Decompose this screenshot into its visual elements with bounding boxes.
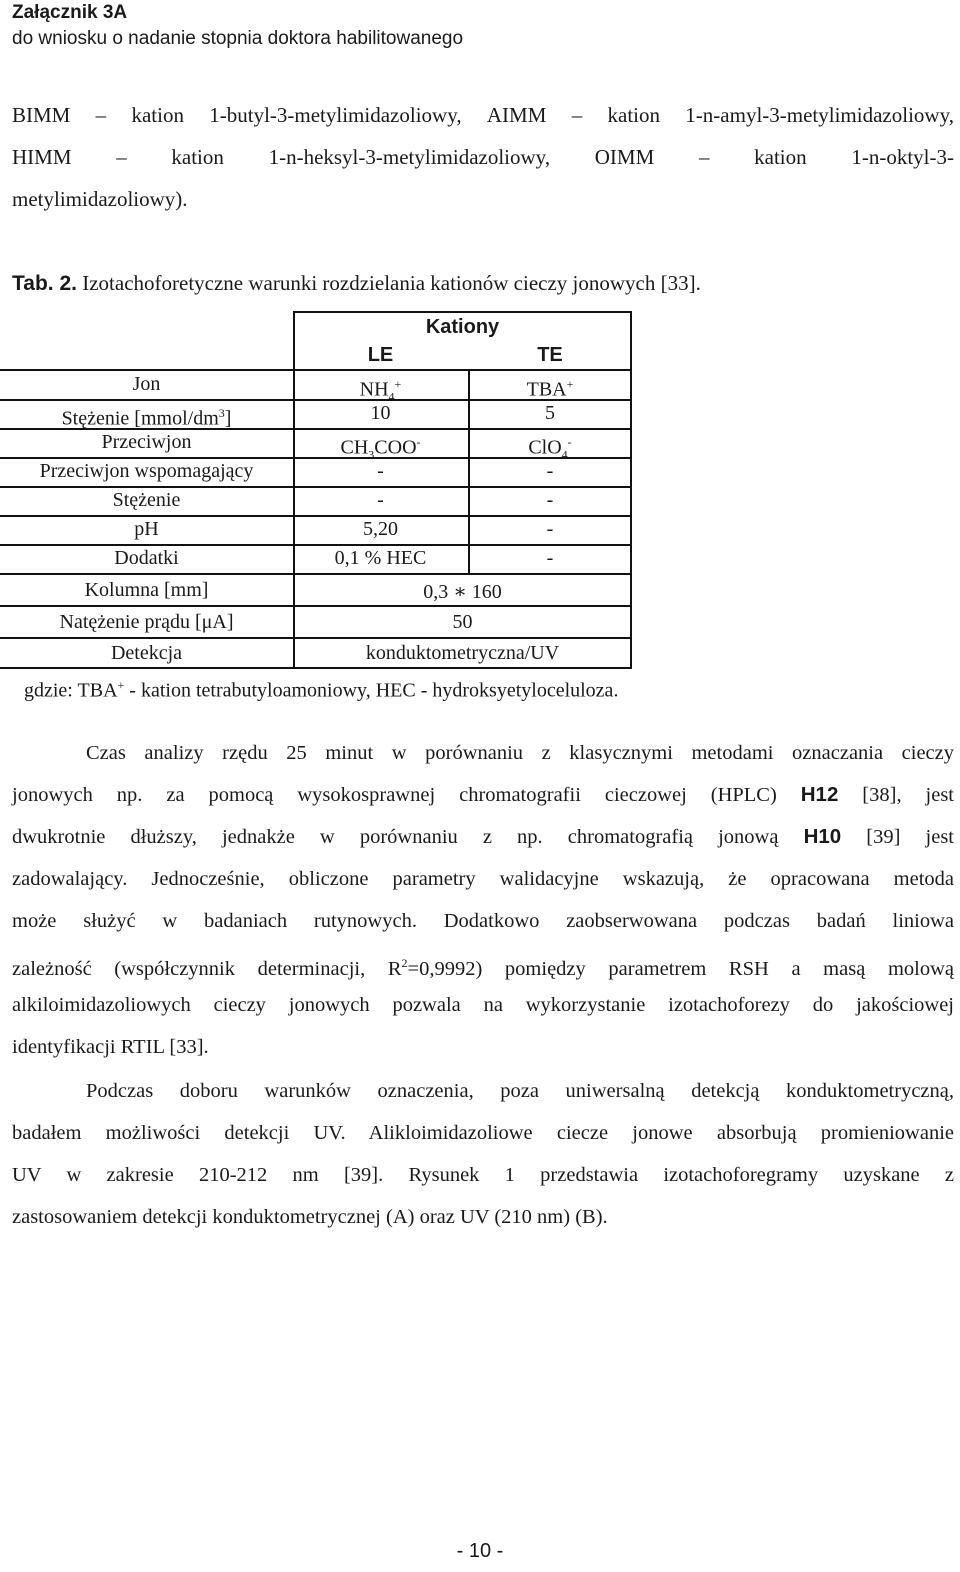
cell-ph-le: 5,20 (363, 518, 398, 540)
page-number: - 10 - (456, 1540, 504, 1562)
header-te: TE (537, 344, 563, 366)
header-le: LE (367, 344, 394, 366)
intro-word: kation (131, 103, 184, 127)
p2-line-4: zastosowaniem detekcji konduktometrycznej (A) oraz UV (210 nm) (B). (12, 1206, 608, 1228)
header-kationy: Kationy (425, 316, 500, 338)
intro-word: kation (171, 145, 224, 169)
p1-line-1: Czas analizy rzędu 25 minut w porównaniu z klasycznymi metodami oznaczania cieczy (86, 742, 954, 764)
p1-line-4: zadowalający. Jednocześnie, obliczone parametry walidacyjne wskazują, że opracowana metoda (12, 868, 954, 890)
intro-word: kation (754, 145, 807, 169)
intro-word: 1-butyl-3-metylimidazoliowy, (209, 103, 462, 127)
attachment-title: Załącznik 3A (12, 2, 128, 23)
cell-dodatki-le: 0,1 % HEC (334, 547, 427, 569)
cell-przeciwjon-wsp-le: - (377, 460, 384, 482)
cell-dodatki-te: - (546, 547, 554, 569)
intro-word: kation (607, 103, 660, 127)
cell-natezenie-value: 50 (452, 611, 473, 633)
row-label-przeciwjon-wsp: Przeciwjon wspomagający (39, 460, 254, 482)
intro-word: – (95, 103, 107, 127)
cell-przeciwjon-wsp-te: - (546, 460, 554, 482)
intro-word: 1-n-heksyl-3-metylimidazoliowy, (268, 145, 551, 169)
cell-jon-le: $NH_4^+$ (359, 377, 402, 404)
row-label-natezenie: Natężenie prądu [μA] (59, 611, 234, 633)
row-label-stezenie: Stężenie (112, 489, 181, 511)
p2-line-2: badałem możliwości detekcji UV. Alikloimidazoliowe ciecze jonowe absorbują promieniowanie (12, 1122, 954, 1144)
row-label-dodatki: Dodatki (114, 547, 179, 569)
intro-word: 1-n-oktyl-3- (851, 145, 954, 169)
caption-label: Tab. 2. (12, 272, 77, 295)
p1-line-3: dwukrotnie dłuższy, jednakże w porównaniu z np. chromatografią jonową H10 [39] jest (12, 825, 954, 848)
row-label-kolumna: Kolumna [mm] (84, 579, 209, 601)
cell-stezenie2-le: - (377, 489, 384, 511)
cell-kolumna-value: 0,3 ∗ 160 (423, 581, 502, 603)
intro-word: AIMM (486, 103, 547, 127)
paragraph-1 (12, 732, 954, 1068)
cell-przeciwjon-te: ClO$_4$- (528, 435, 572, 462)
row-label-ph: pH (134, 518, 159, 540)
p2-line-1: Podczas doboru warunków oznaczenia, poza uniwersalną detekcją konduktometryczną, (86, 1080, 954, 1102)
p1-line-6: zależność (współczynnik determinacji, $R^2=0,9992$) pomiędzy parametrem RSH a masą molową (12, 956, 954, 980)
p1-line-2: jonowych np. za pomocą wysokosprawnej chromatografii cieczowej (HPLC) H12 [38], jest (12, 783, 955, 806)
intro-word: – (698, 145, 710, 169)
row-label-przeciwjon: Przeciwjon (101, 431, 192, 453)
attachment-subtitle: do wniosku o nadanie stopnia doktora habilitowanego (12, 28, 464, 49)
intro-word: OIMM (594, 145, 655, 169)
intro-word: – (116, 145, 127, 169)
intro-word: HIMM (12, 145, 72, 169)
caption-text: Izotachoforetyczne warunki rozdzielania kationów cieczy jonowych [33]. (82, 271, 701, 295)
cell-jon-te: TBA+ (526, 377, 574, 401)
p1-line-8: identyfikacji RTIL [33]. (12, 1036, 209, 1058)
cell-stezenie2-te: - (546, 489, 554, 511)
conditions-table (0, 0, 960, 700)
intro-word: BIMM (12, 103, 71, 127)
row-label-jon: Jon (132, 373, 161, 395)
cell-detekcja-value: konduktometryczna/UV (365, 642, 560, 664)
cell-ph-te: - (546, 518, 554, 540)
table-note: gdzie: TBA+ - kation tetrabutyloamoniowy, HEC - hydroksyetyloceluloza. (24, 678, 619, 702)
intro-line-3: metylimidazoliowy). (12, 187, 188, 211)
intro-word: – (571, 103, 583, 127)
row-label-stezenie-mmol: Stężenie $[mmol/dm^3]$ (61, 406, 232, 430)
row-label-detekcja: Detekcja (110, 642, 183, 664)
cell-stezenie-le: 10 (370, 402, 391, 424)
p1-line-7: alkiloimidazoliowych cieczy jonowych pozwala na wykorzystanie izotachoforezy do jakościowej (12, 994, 954, 1016)
intro-word: 1-n-amyl-3-metylimidazoliowy, (685, 103, 954, 127)
cell-przeciwjon-le: $CH_3COO^-$ (340, 435, 421, 462)
p1-line-5: może służyć w badaniach rutynowych. Dodatkowo zaobserwowana podczas badań liniowa (12, 910, 954, 932)
cell-stezenie-te: 5 (545, 402, 555, 424)
p2-line-3: UV w zakresie 210-212 nm [39]. Rysunek 1 przedstawia izotachoforegramy uzyskane z (12, 1164, 954, 1186)
paragraph-2 (12, 1070, 954, 1238)
